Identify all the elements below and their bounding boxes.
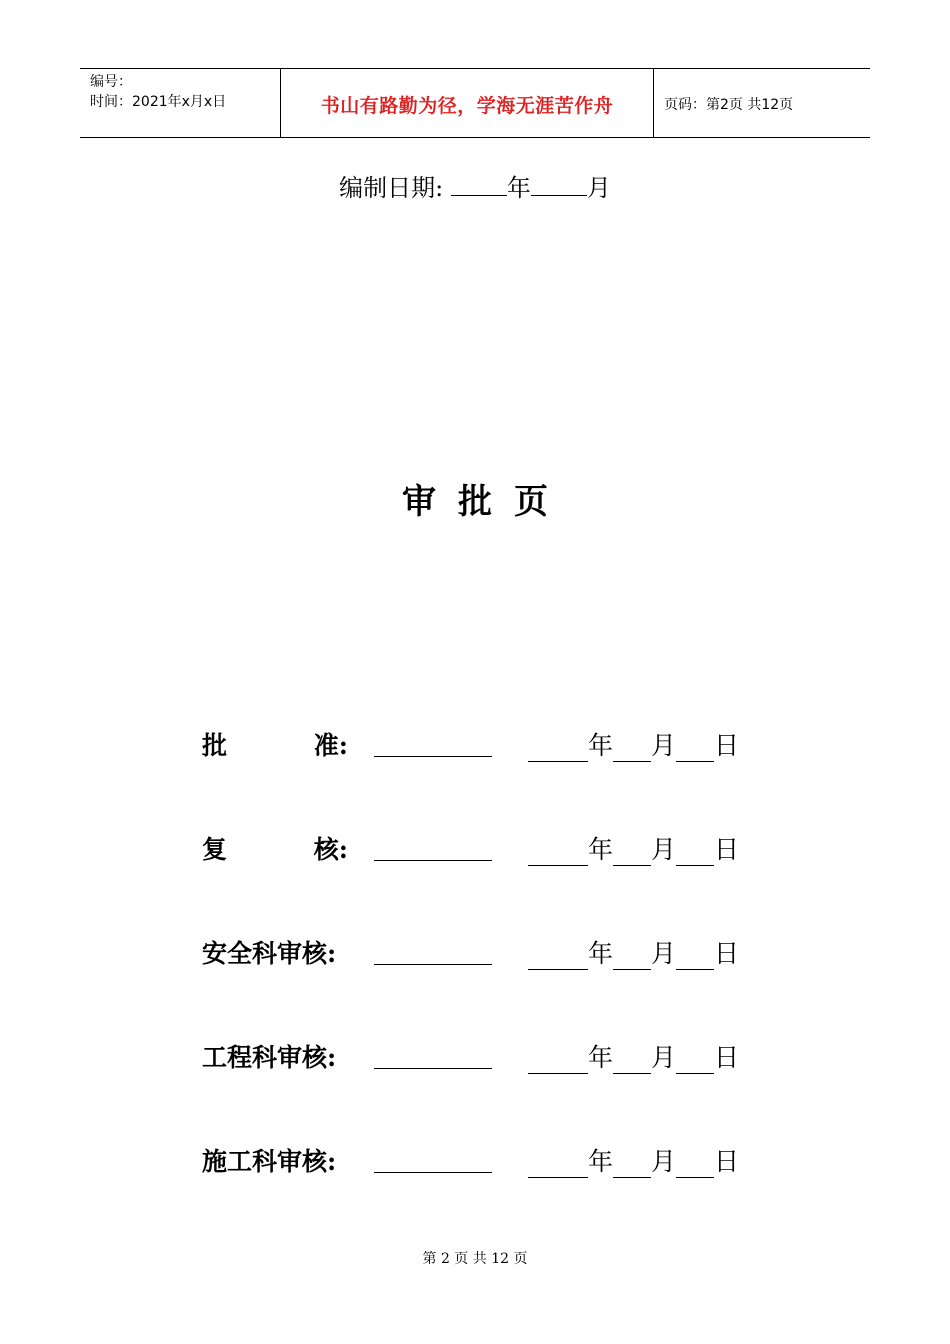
page-footer: 第 2 页 共 12 页	[422, 1251, 528, 1267]
row-label-part-b: 准:	[313, 731, 348, 760]
day-unit: 日	[714, 1147, 740, 1176]
row-label-part-b: 核:	[313, 835, 348, 864]
header-page-info: 页码：第2页 共12页	[664, 97, 794, 113]
month-unit: 月	[651, 1147, 677, 1176]
day-unit: 日	[714, 939, 740, 968]
month-blank[interactable]	[613, 733, 651, 762]
year-unit: 年	[588, 731, 614, 760]
month-unit: 月	[651, 731, 677, 760]
signature-blank[interactable]	[374, 964, 492, 965]
month-blank[interactable]	[613, 837, 651, 866]
date-fields	[528, 726, 739, 762]
year-blank[interactable]	[528, 941, 588, 970]
row-label	[202, 726, 348, 762]
month-unit: 月	[651, 939, 677, 968]
year-blank[interactable]	[528, 1149, 588, 1178]
signature-blank[interactable]	[374, 1172, 492, 1173]
header-motto-cell	[281, 69, 654, 137]
header-page-cell	[654, 69, 870, 137]
time-label: 时间：2021年x月x日	[90, 94, 227, 110]
compile-date-label: 编制日期:	[339, 174, 444, 202]
day-unit: 日	[714, 835, 740, 864]
header-meta-cell	[80, 69, 281, 137]
day-blank[interactable]	[676, 1149, 714, 1178]
date-fields	[528, 830, 739, 866]
approval-row-approve	[202, 726, 762, 766]
row-label	[202, 830, 348, 866]
day-unit: 日	[714, 1043, 740, 1072]
day-blank[interactable]	[676, 733, 714, 762]
month-blank[interactable]	[613, 941, 651, 970]
approval-row-safety	[202, 934, 762, 974]
approval-row-construction	[202, 1142, 762, 1182]
approval-row-review	[202, 830, 762, 870]
compile-month-blank[interactable]	[531, 175, 587, 196]
month-unit: 月	[651, 1043, 677, 1072]
page-title: 审批页	[402, 482, 570, 522]
compile-year-blank[interactable]	[451, 175, 507, 196]
year-blank[interactable]	[528, 1045, 588, 1074]
month-blank[interactable]	[613, 1149, 651, 1178]
year-unit: 年	[588, 1147, 614, 1176]
year-blank[interactable]	[528, 733, 588, 762]
compile-month-unit: 月	[586, 174, 611, 202]
month-unit: 月	[651, 835, 677, 864]
compile-year-unit: 年	[506, 174, 531, 202]
year-unit: 年	[588, 835, 614, 864]
year-blank[interactable]	[528, 837, 588, 866]
page-header	[80, 68, 870, 138]
signature-blank[interactable]	[374, 756, 492, 757]
year-unit: 年	[588, 939, 614, 968]
month-blank[interactable]	[613, 1045, 651, 1074]
date-fields	[528, 1142, 739, 1178]
day-blank[interactable]	[676, 837, 714, 866]
date-fields	[528, 1038, 739, 1074]
day-blank[interactable]	[676, 1045, 714, 1074]
day-unit: 日	[714, 731, 740, 760]
row-label: 安全科审核:	[202, 939, 337, 968]
signature-blank[interactable]	[374, 1068, 492, 1069]
year-unit: 年	[588, 1043, 614, 1072]
row-label-part-a: 批	[202, 731, 228, 760]
day-blank[interactable]	[676, 941, 714, 970]
date-fields	[528, 934, 739, 970]
row-label-part-a: 复	[202, 835, 228, 864]
row-label: 施工科审核:	[202, 1147, 337, 1176]
code-label: 编号：	[90, 74, 132, 90]
signature-blank[interactable]	[374, 860, 492, 861]
row-label: 工程科审核:	[202, 1043, 337, 1072]
motto-text: 书山有路勤为径，学海无涯苦作舟	[320, 95, 614, 117]
compile-date	[0, 168, 950, 203]
approval-row-engineering	[202, 1038, 762, 1078]
